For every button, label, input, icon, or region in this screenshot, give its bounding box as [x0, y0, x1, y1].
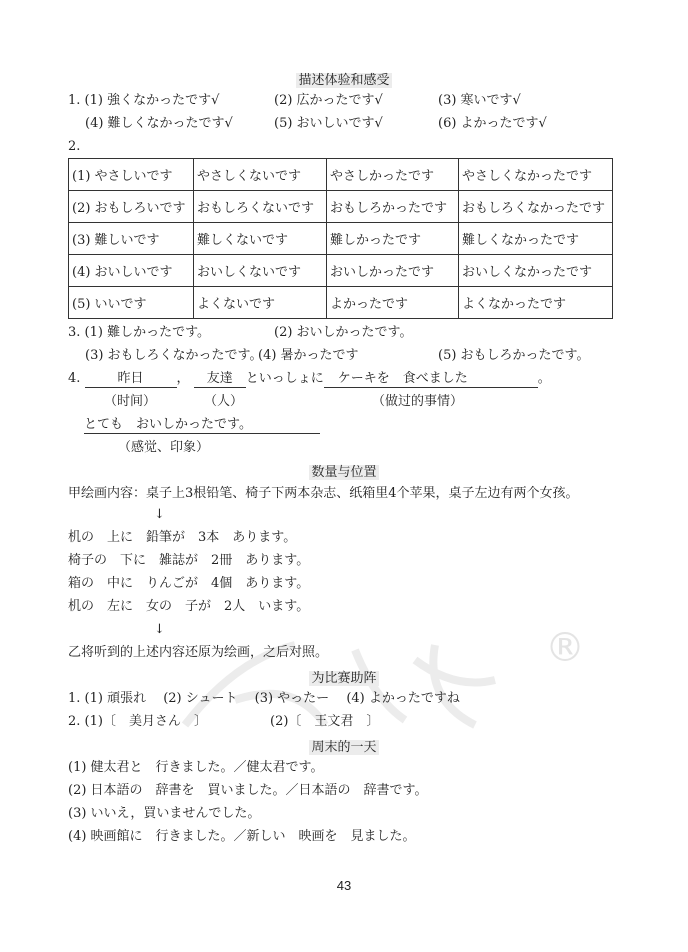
section-title-2: 数量与位置 — [311, 465, 377, 480]
fill-sentence: とても おいしかったです。 — [84, 416, 320, 434]
sentence: 椅子の 下に 雑誌が 2冊 あります。 — [68, 553, 310, 568]
table-cell: やさしくなかったです — [459, 159, 613, 191]
table-cell: (5) いいです — [69, 287, 194, 319]
table-cell: よかったです — [327, 287, 459, 319]
answer: (3) おもしろくなかったです。 — [85, 348, 263, 363]
paragraph: 甲绘画内容：桌子上3根铅笔、椅子下两本杂志、纸箱里4个苹果，桌子左边有两个女孩。 — [68, 486, 579, 501]
table-row — [69, 255, 613, 287]
table-cell: おもしろくないです — [194, 191, 327, 223]
table-cell: (2) おもしろいです — [69, 191, 194, 223]
question-label: 2. — [68, 139, 81, 154]
answer: 2. (1)〔 美月さん 〕 — [68, 714, 207, 729]
answer: 1. (1) 強くなかったです√ — [68, 93, 220, 108]
answer: (4) 映画館に 行きました。／新しい 映画を 見ました。 — [68, 829, 416, 844]
sentence: 机の 左に 女の 子が 2人 います。 — [68, 599, 310, 614]
fill-sentence: 4. 昨日 ， 友達 といっしょに ケーキを 食べました 。 — [68, 371, 551, 386]
answer: (3) 寒いです√ — [438, 93, 521, 108]
paragraph: 乙将听到的上述内容还原为绘画，之后对照。 — [68, 645, 329, 660]
table-cell: おいしくなかったです — [459, 255, 613, 287]
table-row — [69, 191, 613, 223]
answer: (2) 広かったです√ — [274, 93, 383, 108]
answer: (4) 難しくなかったです√ — [85, 116, 233, 131]
table-cell: 難しくないです — [194, 223, 327, 255]
table-cell: よくないです — [194, 287, 327, 319]
answer: (2) おいしかったです。 — [274, 325, 413, 340]
table-cell: (1) やさしいです — [69, 159, 194, 191]
hint-label: （做过的事情） — [372, 394, 464, 409]
table-cell: (4) おいしいです — [69, 255, 194, 287]
answer: (5) おいしいです√ — [274, 116, 383, 131]
answer: (2)〔 王文君 〕 — [270, 714, 380, 729]
sentence: 机の 上に 鉛筆が 3本 あります。 — [68, 530, 297, 545]
page-number: 43 — [336, 878, 352, 893]
section-title-4: 周末的一天 — [311, 740, 377, 755]
table-cell: 難しかったです — [327, 223, 459, 255]
hint-label: （时间） — [104, 394, 157, 409]
sentence: 箱の 中に りんごが 4個 あります。 — [68, 576, 310, 591]
registered-mark: ® — [545, 625, 585, 671]
section-title-1: 描述体验和感受 — [298, 73, 390, 88]
down-arrow-icon: ↓ — [154, 622, 165, 637]
table-cell: やさしくないです — [194, 159, 327, 191]
answer: (1) 健太君と 行きました。／健太君です。 — [68, 760, 324, 775]
table-cell: 難しくなかったです — [459, 223, 613, 255]
conjugation-table — [68, 158, 613, 319]
answer: (2) 日本語の 辞書を 買いました。／日本語の 辞書です。 — [68, 783, 428, 798]
table-row — [69, 159, 613, 191]
answer: 1. (1) 頑張れ (2) シュート (3) やったー (4) よかったですね — [68, 691, 460, 706]
answer: (3) いいえ，買いませんでした。 — [68, 806, 261, 821]
table-cell: おいしかったです — [327, 255, 459, 287]
answer: (5) おもしろかったです。 — [438, 348, 590, 363]
answer: 3. (1) 難しかったです。 — [68, 325, 211, 340]
section-title-3: 为比赛助阵 — [311, 671, 377, 686]
table-cell: やさしかったです — [327, 159, 459, 191]
hint-label: （人） — [204, 394, 244, 409]
hint-label: （感觉、印象） — [118, 440, 210, 455]
table-row — [69, 223, 613, 255]
table-cell: よくなかったです — [459, 287, 613, 319]
table-cell: (3) 難しいです — [69, 223, 194, 255]
table-cell: おいしくないです — [194, 255, 327, 287]
answer: (6) よかったです√ — [438, 116, 547, 131]
table-cell: おもしろかったです — [327, 191, 459, 223]
table-row — [69, 287, 613, 319]
table-cell: おもしろくなかったです — [459, 191, 613, 223]
answer: (4) 暑かったです — [258, 348, 359, 363]
down-arrow-icon: ↓ — [154, 507, 165, 522]
